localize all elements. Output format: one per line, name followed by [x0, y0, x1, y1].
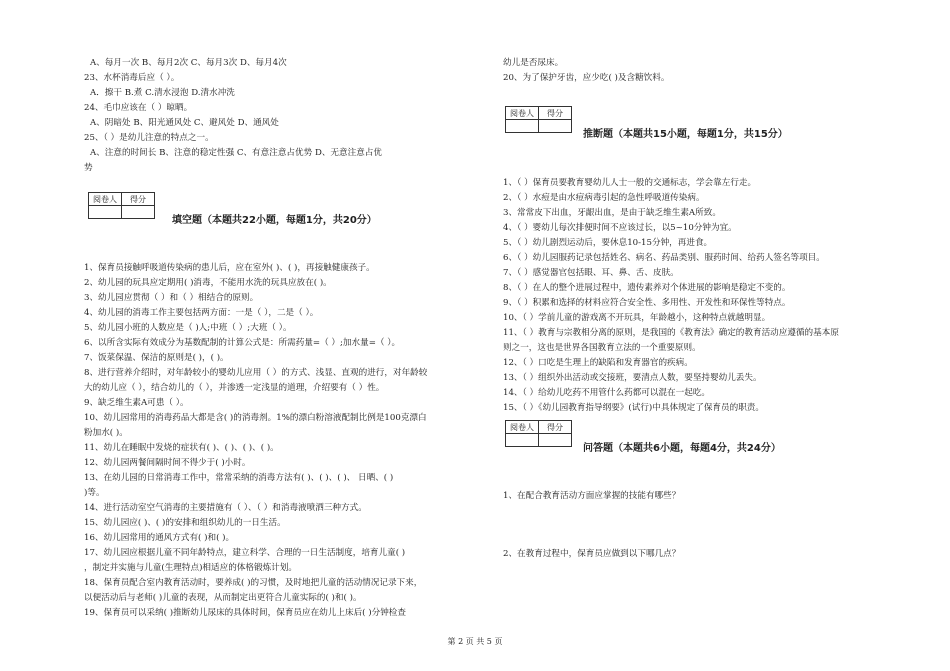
score-label: 得分 — [122, 193, 155, 206]
fill-q16: 16、幼儿园常用的通风方式有( )和( )。 — [84, 533, 235, 543]
fill-q18-cont: 以便活动后与老师( )儿童的表现，从而制定出更符合儿童实际的( )和( )。 — [84, 593, 362, 603]
fill-q2: 2、幼儿园的玩具应定期用( )消毒，不能用水洗的玩具应放在( )。 — [84, 278, 332, 288]
fill-q9: 9、缺乏维生素A可患（ ）。 — [84, 398, 189, 408]
q25-text: 25、（ ）是幼儿注意的特点之一。 — [84, 133, 214, 143]
fill-q20: 20、为了保护牙齿，应少吃( )及含糖饮料。 — [503, 73, 670, 83]
section-title-qa: 问答题（本题共6小题，每题4分，共24分） — [583, 443, 781, 454]
judge-q1: 1、（ ）保育员要教育婴幼儿人士一般的交通标志，学会靠左行走。 — [503, 178, 757, 188]
q24-text: 24、毛巾应该在（ ）晾晒。 — [84, 103, 193, 113]
grader-label: 阅卷人 — [506, 421, 539, 434]
judge-q2: 2、（ ）水痘是由水痘病毒引起的急性呼吸道传染病。 — [503, 193, 705, 203]
fill-q19: 19、保育员可以采纳( )推断幼儿尿床的具体时间，保育员应在幼儿上床后( )分钟检查 — [84, 608, 406, 618]
grader-label: 阅卷人 — [506, 107, 539, 120]
fill-q15: 15、幼儿园应( )、( )的安排和组织幼儿的一日生活。 — [84, 518, 286, 528]
fill-q5: 5、幼儿园小班的人数应是（ )人;中班（ ）;大班（ ）。 — [84, 323, 292, 333]
fill-q11: 11、幼儿在睡眠中发烧的症状有( )、( )、( )、( )。 — [84, 443, 279, 453]
qa-q2: 2、在教育过程中，保育员应做到以下哪几点？ — [503, 549, 681, 559]
judge-q12: 12、（ ）口吃是生理上的缺陷和发育器官的疾病。 — [503, 358, 693, 368]
fill-q18: 18、保育员配合室内教育活动时，要养成( )的习惯，及时地把儿童的活动情况记录下来， — [84, 578, 423, 588]
judge-q5: 5、（ ）幼儿剧烈运动后，要休息10-15分钟，再进食。 — [503, 238, 713, 248]
fill-q17: 17、幼儿园应根据儿童不同年龄特点，建立科学、合理的一日生活制度，培育儿童( ) — [84, 548, 406, 558]
q25-options: A、注意的时间长 B、注意的稳定性强 C、有意注意占优势 D、无意注意占优 — [90, 148, 382, 158]
grader-cell — [89, 206, 122, 219]
q23-options: A．擦干 B.煮 C.清水浸泡 D.清水冲洗 — [90, 88, 235, 98]
fill-q13-cont: )等。 — [84, 488, 105, 498]
fill-q8-cont: 大的幼儿应（ ），结合幼儿的（ ），并渗透一定浅显的道理，介绍要有（ ）性。 — [84, 383, 385, 393]
score-cell — [539, 434, 572, 447]
judge-q11-cont: 则之一，这也是世界各国教育立法的一个重要原则。 — [503, 343, 701, 353]
judge-q7: 7、（ ）感觉器官包括眼、耳、鼻、舌、皮肤。 — [503, 268, 679, 278]
score-cell — [122, 206, 155, 219]
score-label: 得分 — [539, 421, 572, 434]
judge-q11: 11、（ ）教育与宗教相分离的原则，是我国的《教育法》确定的教育活动应遵循的基本原 — [503, 328, 839, 338]
score-box-fill — [88, 192, 155, 219]
fill-q8: 8、进行营养介绍时，对年龄较小的婴幼儿应用（ ）的方式、浅显、直观的进行，对年龄较 — [84, 368, 428, 378]
q23-text: 23、水杯消毒后应（ ）。 — [84, 73, 180, 83]
page-footer: 第 2 页 共 5 页 — [447, 637, 503, 646]
section-title-fill: 填空题（本题共22小题，每题1分，共20分） — [172, 215, 377, 226]
fill-q4: 4、幼儿园的消毒工作主要包括两方面：一是（ ），二是（ ）。 — [84, 308, 319, 318]
fill-q14: 14、进行活动室空气消毒的主要措施有（ ）、（ ）和消毒液喷洒三种方式。 — [84, 503, 367, 513]
judge-q8: 8、（ ）在人的整个进展过程中，遗传素养对个体进展的影响是稳定不变的。 — [503, 283, 791, 293]
fill-q12: 12、幼儿园两餐间隔时间不得少于( )小时。 — [84, 458, 251, 468]
judge-q15: 15、（ ）《幼儿园教育指导纲要》(试行)中具体规定了保育员的职责。 — [503, 403, 764, 413]
judge-q14: 14、（ ）给幼儿吃药不用管什么药都可以混在一起吃。 — [503, 388, 711, 398]
q22-options: A、每月一次 B、每月2次 C、每月3次 D、每月4次 — [90, 58, 287, 68]
fill-q6: 6、以所含实际有效成分为基数配制的计算公式是：所需药量=（ ）;加水量=（ ）。 — [84, 338, 401, 348]
q24-options: A、阴暗处 B、阳光通风处 C、避风处 D、通风处 — [90, 118, 279, 128]
score-label: 得分 — [539, 107, 572, 120]
fill-q1: 1、保育员接触呼吸道传染病的患儿后，应在室外( )、( )，再接触健康孩子。 — [84, 263, 375, 273]
section-title-judge: 推断题（本题共15小题，每题1分，共15分） — [583, 129, 788, 140]
score-box-qa — [505, 420, 572, 447]
fill-q7: 7、饭菜保温、保洁的原则是( )，( )。 — [84, 353, 229, 363]
judge-q13: 13、（ ）组织外出活动或交接班，要清点人数，要坚持婴幼儿丢失。 — [503, 373, 762, 383]
score-cell — [539, 120, 572, 133]
grader-cell — [506, 434, 539, 447]
fill-q10: 10、幼儿园常用的消毒药品大都是含( )的消毒剂。1%的漂白粉溶液配制比例是100克漂白 — [84, 413, 427, 423]
qa-q1: 1、在配合教育活动方面应掌握的技能有哪些？ — [503, 491, 681, 501]
grader-label: 阅卷人 — [89, 193, 122, 206]
judge-q3: 3、常常皮下出血，牙龈出血，是由于缺乏维生素A所致。 — [503, 208, 721, 218]
judge-q4: 4、（ ）婴幼儿每次排便时间不应该过长，以5~10分钟为宜。 — [503, 223, 737, 233]
score-box-judge — [505, 106, 572, 133]
fill-q3: 3、幼儿园应贯彻（ ）和（ ）相结合的原则。 — [84, 293, 259, 303]
fill-q10-cont: 粉加水( )。 — [84, 428, 128, 438]
judge-q6: 6、（ ）幼儿园服药记录包括姓名、病名、药品类别、服药时间、给药人签名等项目。 — [503, 253, 825, 263]
grader-cell — [506, 120, 539, 133]
q25-options-wrap: 势 — [84, 163, 93, 173]
fill-q17-cont: ，制定并实施与儿童(生理特点)相适应的体格锻炼计划。 — [84, 563, 297, 573]
fill-q13: 13、在幼儿园的日常消毒工作中，常常采纳的消毒方法有( )、( )、( )、 日晒、( ) — [84, 473, 394, 483]
judge-q10: 10、（ ）学前儿童的游戏离不开玩具，年龄越小，这种特点就越明显。 — [503, 313, 771, 323]
fill-q19-cont: 幼儿是否尿床。 — [503, 58, 564, 68]
judge-q9: 9、（ ）积累和选择的材料应符合安全性、多用性、开发性和环保性等特点。 — [503, 298, 791, 308]
